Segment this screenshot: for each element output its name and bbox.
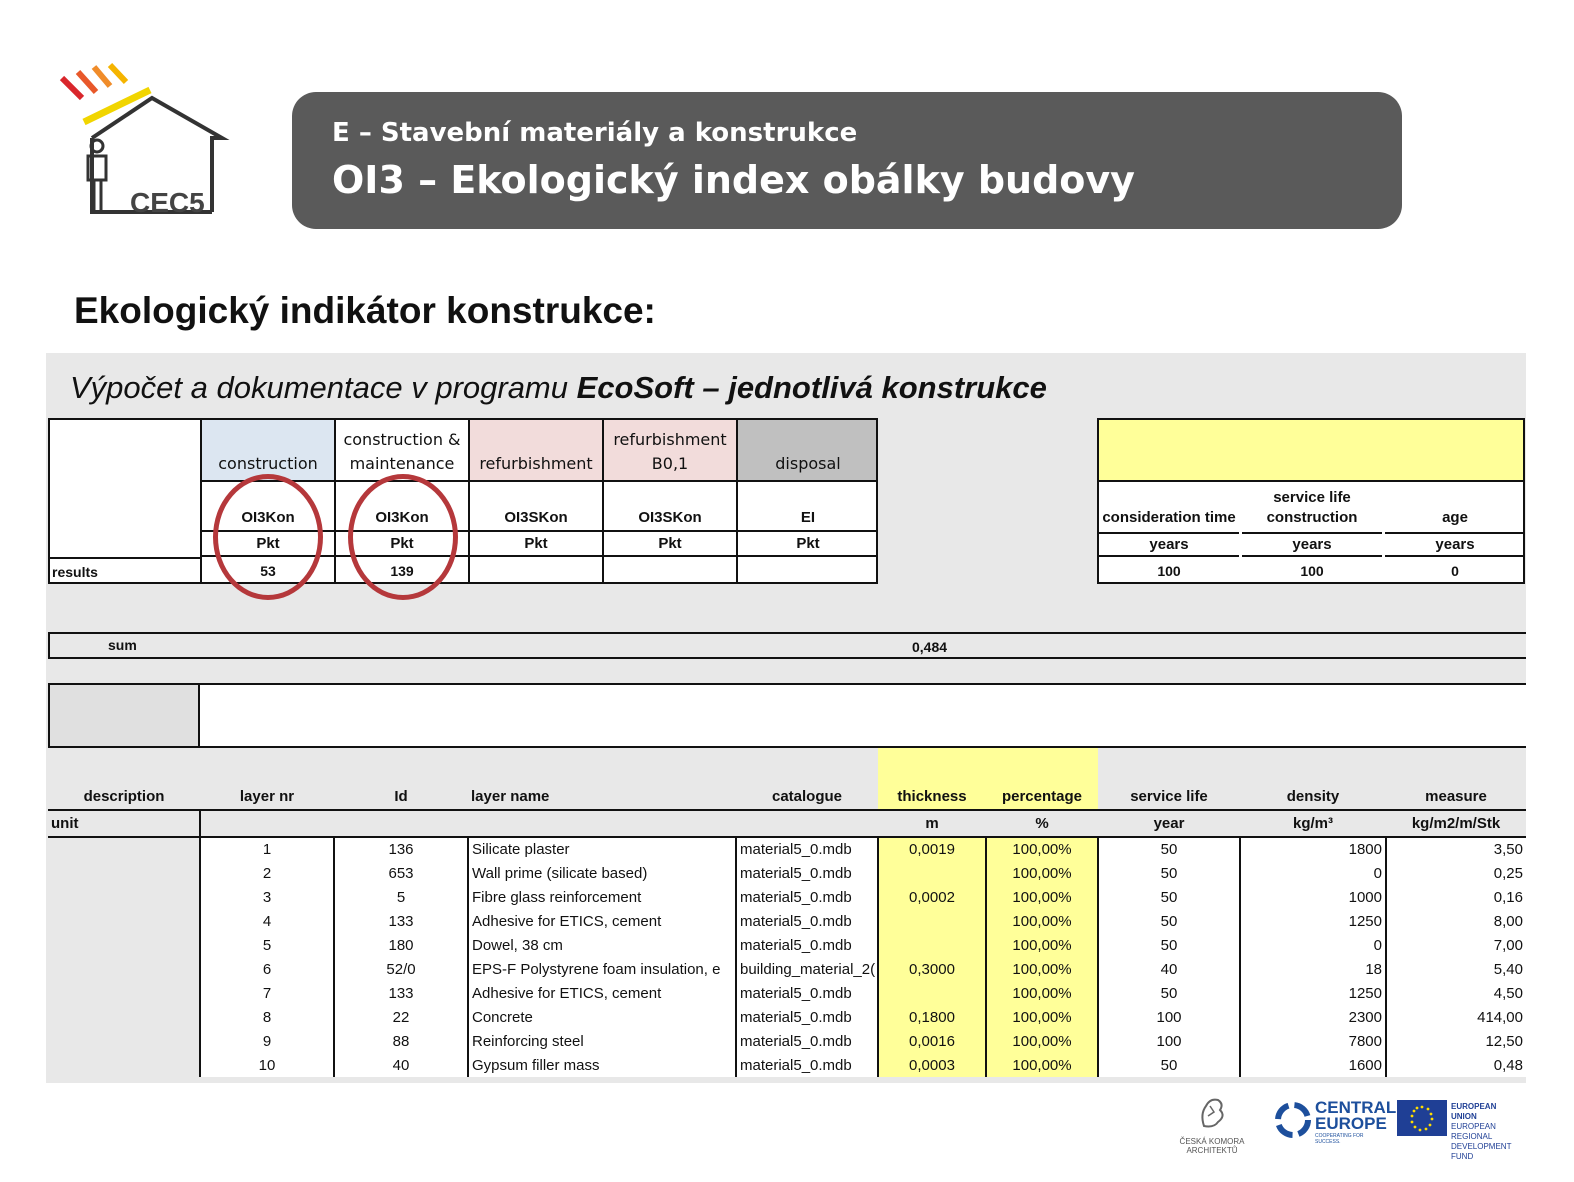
cell-id: 22 [334, 1005, 468, 1029]
cell-catalogue: material5_0.mdb [736, 1029, 878, 1053]
cell-service-life: 50 [1098, 909, 1240, 933]
table-row [48, 1053, 1526, 1077]
cell-density: 0 [1240, 861, 1386, 885]
phase-label: refurbishment B0,1 [602, 418, 736, 482]
cell-layer-nr: 8 [200, 1005, 334, 1029]
phase-result [736, 557, 878, 584]
cka-text: ČESKÁ KOMORA ARCHITEKTŮ [1179, 1137, 1245, 1155]
phase-result: 53 [200, 557, 334, 584]
time-param-value: 0 [1451, 562, 1459, 579]
cka-logo [1172, 1092, 1252, 1156]
cell-density: 2300 [1240, 1005, 1386, 1029]
cell-layer-name: Gypsum filler mass [468, 1053, 736, 1077]
cell-percentage: 100,00% [986, 1029, 1098, 1053]
cell-layer-name: Fibre glass reinforcement [468, 885, 736, 909]
cell-density: 1800 [1240, 837, 1386, 861]
central-europe-line1: CENTRAL [1315, 1098, 1397, 1117]
cell-id: 52/0 [334, 957, 468, 981]
time-params-header [1097, 418, 1525, 482]
phase-result [602, 557, 736, 584]
phase-unit: Pkt [602, 532, 736, 557]
cell-id: 180 [334, 933, 468, 957]
phase-unit: Pkt [334, 532, 468, 557]
cell-thickness: 0,0003 [878, 1053, 986, 1077]
cell-description [48, 861, 200, 885]
cell-thickness: 0,3000 [878, 957, 986, 981]
cell-thickness [878, 909, 986, 933]
sum-row [48, 632, 1526, 659]
cell-measure: 414,00 [1386, 1005, 1526, 1029]
cell-catalogue: building_material_2( [736, 957, 878, 981]
unit-percentage: % [986, 810, 1098, 837]
unit-label: unit [48, 810, 200, 837]
phase-indicator: OI3SKon [602, 482, 736, 532]
central-europe-tagline: COOPERATING FOR SUCCESS. [1315, 1133, 1364, 1145]
eu-logo [1397, 1100, 1523, 1161]
phase-unit: Pkt [200, 532, 334, 557]
time-param-unit: years [1385, 532, 1525, 557]
cell-thickness [878, 981, 986, 1005]
cell-description [48, 957, 200, 981]
cell-service-life: 100 [1098, 1005, 1240, 1029]
layers-header-row [48, 748, 1526, 810]
phase-unit: Pkt [468, 532, 602, 557]
highlight-circle-maintenance [348, 474, 458, 600]
results-label: results [48, 557, 200, 584]
eu-line3: DEVELOPMENT FUND [1451, 1142, 1512, 1161]
phase-label: disposal [736, 418, 878, 482]
col-layer-nr: layer nr [239, 788, 295, 805]
highlight-circle-construction [213, 474, 323, 600]
table-row [48, 861, 1526, 885]
time-param-label: service life construction [1266, 489, 1358, 526]
col-density: density [1286, 788, 1340, 805]
cell-measure: 7,00 [1386, 933, 1526, 957]
time-param-label: consideration time [1102, 509, 1236, 526]
cell-measure: 12,50 [1386, 1029, 1526, 1053]
time-param-label: age [1442, 509, 1468, 526]
cell-percentage: 100,00% [986, 861, 1098, 885]
cell-service-life: 50 [1098, 981, 1240, 1005]
cell-id: 653 [334, 861, 468, 885]
cell-measure: 4,50 [1386, 981, 1526, 1005]
cell-service-life: 50 [1098, 861, 1240, 885]
cell-layer-name: Wall prime (silicate based) [468, 861, 736, 885]
sum-value: 0,484 [912, 639, 948, 655]
cell-service-life: 50 [1098, 885, 1240, 909]
cell-density: 0 [1240, 933, 1386, 957]
cell-catalogue: material5_0.mdb [736, 909, 878, 933]
cell-catalogue: material5_0.mdb [736, 981, 878, 1005]
cell-catalogue: material5_0.mdb [736, 861, 878, 885]
cell-description [48, 933, 200, 957]
cell-percentage: 100,00% [986, 885, 1098, 909]
cell-layer-name: Silicate plaster [468, 837, 736, 861]
cell-service-life: 50 [1098, 1053, 1240, 1077]
cell-density: 7800 [1240, 1029, 1386, 1053]
cell-measure: 3,50 [1386, 837, 1526, 861]
phase-result [468, 557, 602, 584]
page-heading: Ekologický indikátor konstrukce: [74, 290, 656, 331]
layers-table [48, 748, 1526, 1077]
units-row [48, 810, 1526, 837]
time-param-value: 100 [1157, 562, 1181, 579]
cell-catalogue: material5_0.mdb [736, 933, 878, 957]
svg-text:CEC5: CEC5 [130, 187, 205, 218]
cell-description [48, 885, 200, 909]
time-param-unit: years [1099, 532, 1239, 557]
col-description: description [83, 788, 165, 805]
cell-layer-name: Concrete [468, 1005, 736, 1029]
banner-subtitle: E – Stavební materiály a konstrukce [332, 118, 858, 148]
cell-density: 1000 [1240, 885, 1386, 909]
cell-id: 133 [334, 981, 468, 1005]
phase-indicator: OI3SKon [468, 482, 602, 532]
cell-density: 18 [1240, 957, 1386, 981]
table-row [48, 957, 1526, 981]
cell-layer-name: Dowel, 38 cm [468, 933, 736, 957]
unit-density: kg/m³ [1240, 810, 1386, 837]
cell-catalogue: material5_0.mdb [736, 1005, 878, 1029]
cell-percentage: 100,00% [986, 933, 1098, 957]
cell-layer-name: Reinforcing steel [468, 1029, 736, 1053]
cell-layer-nr: 9 [200, 1029, 334, 1053]
col-layer-name: layer name [471, 788, 550, 805]
eu-flag-icon [1397, 1100, 1447, 1136]
cell-service-life: 50 [1098, 837, 1240, 861]
cell-measure: 5,40 [1386, 957, 1526, 981]
cell-description [48, 1053, 200, 1077]
table-row [48, 981, 1526, 1005]
cell-description [48, 837, 200, 861]
col-service-life: service life [1130, 788, 1208, 805]
phase-result: 139 [334, 557, 468, 584]
col-thickness: thickness [878, 748, 986, 810]
phase-unit: Pkt [736, 532, 878, 557]
central-europe-logo [1273, 1098, 1397, 1145]
cell-id: 133 [334, 909, 468, 933]
cell-percentage: 100,00% [986, 981, 1098, 1005]
cell-id: 136 [334, 837, 468, 861]
col-id: Id [394, 788, 408, 805]
cell-density: 1250 [1240, 981, 1386, 1005]
col-catalogue: catalogue [771, 788, 843, 805]
cell-service-life: 100 [1098, 1029, 1240, 1053]
cell-thickness [878, 933, 986, 957]
col-measure: measure [1425, 788, 1487, 805]
table-row [48, 909, 1526, 933]
table-row [48, 885, 1526, 909]
unit-service-life: year [1098, 810, 1240, 837]
cell-density: 1250 [1240, 909, 1386, 933]
sum-label: sum [108, 637, 137, 653]
cell-layer-name: EPS-F Polystyrene foam insulation, e [468, 957, 736, 981]
cell-thickness: 0,0002 [878, 885, 986, 909]
central-europe-icon [1273, 1100, 1313, 1140]
cell-layer-nr: 1 [200, 837, 334, 861]
cell-thickness: 0,1800 [878, 1005, 986, 1029]
phase-indicator: OI3Kon [334, 482, 468, 532]
cec5-logo [50, 60, 240, 225]
cell-service-life: 40 [1098, 957, 1240, 981]
cell-percentage: 100,00% [986, 957, 1098, 981]
cell-percentage: 100,00% [986, 837, 1098, 861]
title-banner [292, 92, 1402, 229]
cell-layer-name: Adhesive for ETICS, cement [468, 909, 736, 933]
cell-layer-nr: 4 [200, 909, 334, 933]
phase-indicator: OI3Kon [200, 482, 334, 532]
cell-layer-name: Adhesive for ETICS, cement [468, 981, 736, 1005]
central-europe-line2: EUROPE [1315, 1114, 1387, 1133]
cell-percentage: 100,00% [986, 1053, 1098, 1077]
cell-catalogue: material5_0.mdb [736, 1053, 878, 1077]
cell-percentage: 100,00% [986, 1005, 1098, 1029]
cell-service-life: 50 [1098, 933, 1240, 957]
cell-catalogue: material5_0.mdb [736, 885, 878, 909]
cell-layer-nr: 3 [200, 885, 334, 909]
cell-id: 88 [334, 1029, 468, 1053]
cell-density: 1600 [1240, 1053, 1386, 1077]
table-row [48, 933, 1526, 957]
cell-measure: 0,25 [1386, 861, 1526, 885]
eu-line2: EUROPEAN REGIONAL [1451, 1122, 1496, 1141]
cell-layer-nr: 6 [200, 957, 334, 981]
col-percentage: percentage [986, 748, 1098, 810]
cell-measure: 0,16 [1386, 885, 1526, 909]
table-row [48, 1029, 1526, 1053]
empty-block [48, 683, 1526, 748]
cell-description [48, 909, 200, 933]
table-row [48, 837, 1526, 861]
phase-label: construction & maintenance [334, 418, 468, 482]
lion-icon [1192, 1092, 1232, 1132]
cell-layer-nr: 10 [200, 1053, 334, 1077]
phase-indicator: EI [736, 482, 878, 532]
cell-description [48, 981, 200, 1005]
cell-layer-nr: 2 [200, 861, 334, 885]
time-param-value: 100 [1300, 562, 1324, 579]
cell-catalogue: material5_0.mdb [736, 837, 878, 861]
cell-layer-nr: 7 [200, 981, 334, 1005]
cell-percentage: 100,00% [986, 909, 1098, 933]
table-row [48, 1005, 1526, 1029]
panel-subtitle: Výpočet a dokumentace v programu EcoSoft – jednotlivá konstrukce [70, 370, 1047, 405]
time-param-unit: years [1242, 532, 1382, 557]
unit-measure: kg/m2/m/Stk [1386, 810, 1526, 837]
cell-layer-nr: 5 [200, 933, 334, 957]
cell-description [48, 1029, 200, 1053]
cell-measure: 8,00 [1386, 909, 1526, 933]
banner-title: OI3 – Ekologický index obálky budovy [332, 158, 1135, 202]
unit-thickness: m [878, 810, 986, 837]
cell-thickness: 0,0016 [878, 1029, 986, 1053]
cell-id: 5 [334, 885, 468, 909]
cell-id: 40 [334, 1053, 468, 1077]
phase-label: construction [200, 418, 334, 482]
cell-description [48, 1005, 200, 1029]
eu-line1: EUROPEAN UNION [1451, 1102, 1497, 1121]
phase-label: refurbishment [468, 418, 602, 482]
cell-measure: 0,48 [1386, 1053, 1526, 1077]
cell-thickness [878, 861, 986, 885]
cell-thickness: 0,0019 [878, 837, 986, 861]
